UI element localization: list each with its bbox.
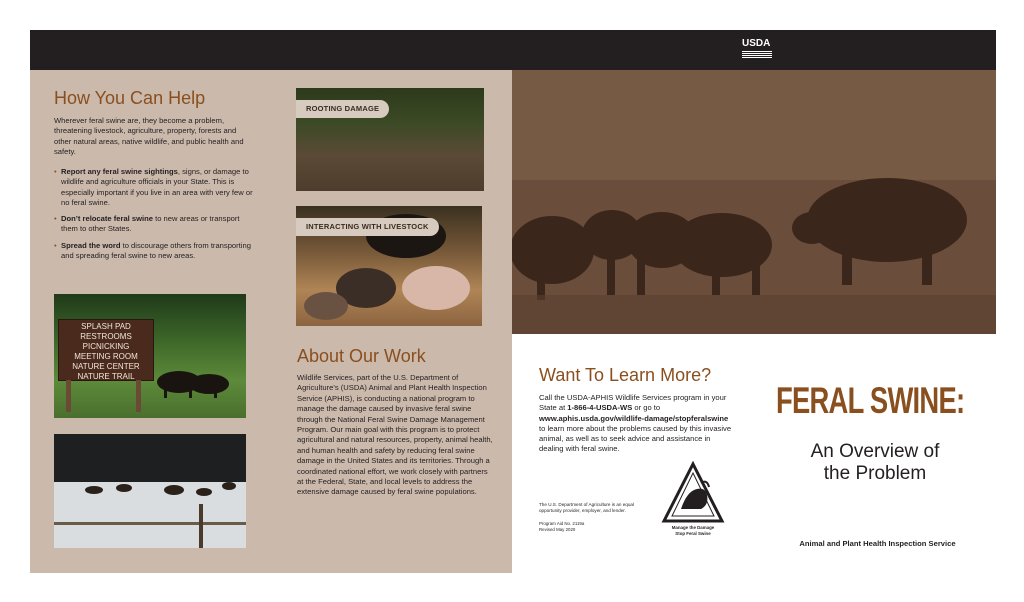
help-item-text: to new areas or transport them to other States. <box>61 214 240 234</box>
sign-line: RESTROOMS <box>80 332 132 341</box>
learn-text-part: Call the USDA-APHIS Wildlife Services program in your State at <box>539 393 727 413</box>
bullet-icon: • <box>54 167 57 176</box>
feral-swine-photo <box>512 70 996 334</box>
learn-phone: 1-866-4-USDA-WS <box>567 403 633 413</box>
logo-caption <box>661 525 725 537</box>
usda-logo-text: USDA <box>742 38 771 49</box>
cover-subtitle-line: An Overview of <box>810 441 940 462</box>
sign-line: NATURE TRAIL <box>77 372 135 381</box>
sign-line: PICNICKING <box>82 342 130 351</box>
usda-logo-bars <box>742 51 772 59</box>
help-intro: Wherever feral swine are, they become a problem, threatening livestock, agriculture, property, forests and other natural areas, native wildlife, and public health and safety. <box>54 116 244 156</box>
learn-text <box>539 393 735 455</box>
cover-subtitle <box>780 441 970 485</box>
agency-name: Animal and Plant Health Inspection Service <box>799 539 956 548</box>
rooting-damage-photo <box>296 88 484 191</box>
learn-url: www.aphis.usda.gov/wildlife-damage/stopferalswine <box>539 413 729 423</box>
help-item-text: , signs, or damage to wildlife and agriculture officials in your State. This is especially important if you live in an area with very few or no feral swine. <box>61 167 253 207</box>
help-heading: How You Can Help <box>54 88 206 108</box>
cover-title: FERAL SWINE: <box>776 380 965 421</box>
about-heading: About Our Work <box>297 346 426 366</box>
logo-caption-line: Manage the Damage <box>671 525 715 530</box>
equal-opportunity-statement: The U.S. Department of Agriculture is an equal opportunity provider, employer, and lender. <box>539 502 634 513</box>
sign-line: MEETING ROOM <box>74 352 138 361</box>
program-info <box>539 521 619 533</box>
top-bar <box>30 30 996 70</box>
cover-subtitle-line: the Problem <box>823 463 927 484</box>
sign-line: SPLASH PAD <box>81 322 131 331</box>
learn-text-part: or go to <box>632 403 661 413</box>
snow-hogs-photo <box>54 434 246 548</box>
stop-feral-swine-logo-icon <box>661 461 725 525</box>
revised-date: Revised May 2020 <box>539 527 576 532</box>
hogs-silhouette <box>154 366 234 398</box>
about-text: Wildlife Services, part of the U.S. Department of Agriculture’s (USDA) Animal and Plant Health Inspection Service (APHIS), is conducting a national program to manage the damage caused by invasive feral swine through the National Feral Swine Damage Management Program. Our main goal with this program is to protect agricultural and natural resources, property, animal health, and human health and safety by reducing feral swine damage in the United States and its territories. Through a coordinated national effort, we work closely with partners at the Federal, State, and local levels to address the extensive damage caused by feral swine populations. <box>297 373 493 497</box>
usda-logo <box>742 39 772 61</box>
park-sign <box>58 319 154 381</box>
sign-post <box>136 380 141 412</box>
help-item-text: to discourage others from transporting and spreading feral swine to new areas. <box>61 240 251 261</box>
park-sign-photo <box>54 294 246 418</box>
logo-caption-line: Stop Feral Swine <box>675 531 711 536</box>
learn-text-part: to learn more about the problems caused by this invasive animal, as well as to seek advice and assistance in dealing with feral swine. <box>539 423 732 454</box>
help-item <box>54 214 254 235</box>
program-aid: Program Aid No. 2119a <box>539 521 585 526</box>
rooting-damage-label: ROOTING DAMAGE <box>296 100 389 118</box>
learn-heading: Want To Learn More? <box>539 365 712 385</box>
livestock-label: INTERACTING WITH LIVESTOCK <box>296 218 439 236</box>
help-item-bold: Report any feral swine sightings <box>61 167 178 176</box>
bullet-icon: • <box>54 240 57 250</box>
help-list <box>54 167 254 267</box>
snow-scene <box>54 434 246 548</box>
sign-line: NATURE CENTER <box>72 362 140 371</box>
help-item-bold: Don’t relocate feral swine <box>61 214 153 224</box>
sign-post <box>66 380 71 412</box>
livestock-photo <box>296 206 482 326</box>
bullet-icon: • <box>54 214 57 224</box>
help-item-bold: Spread the word <box>61 240 121 250</box>
feral-swine-illustration <box>512 70 996 334</box>
department-name: United States Department of Agriculture <box>772 25 877 31</box>
help-item <box>54 241 254 262</box>
help-item <box>54 167 254 208</box>
